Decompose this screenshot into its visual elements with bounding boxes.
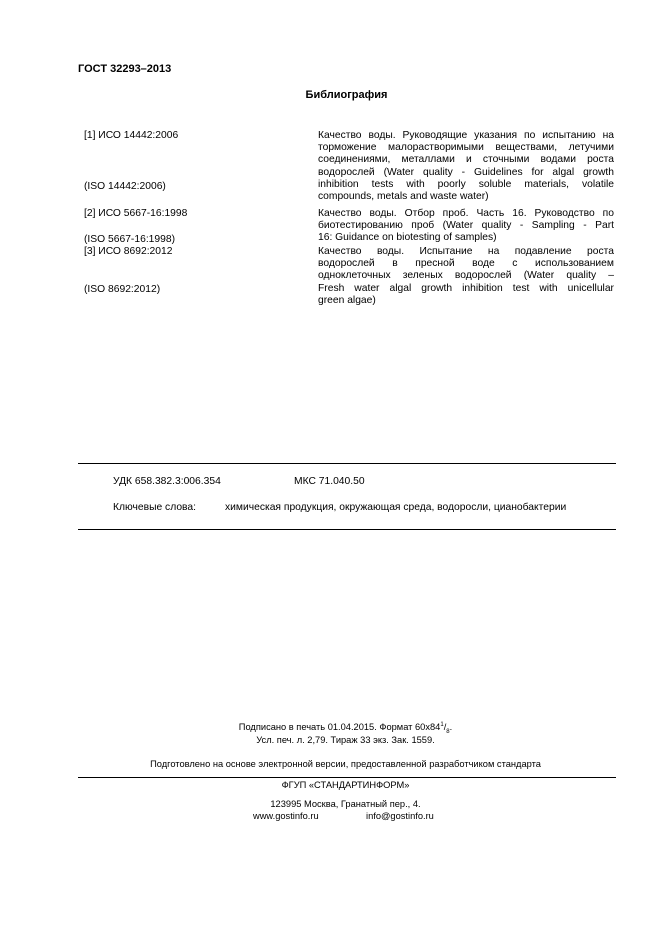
top-divider <box>78 463 616 464</box>
bib-line: Качество воды. Руководящие указания по испытанию на <box>318 130 614 141</box>
email-link[interactable]: info@gostinfo.ru <box>366 811 434 821</box>
udk-code: УДК 658.382.3:006.354 <box>113 476 221 487</box>
bib-line: inhibition tests with poorly soluble materials, volatile <box>318 178 614 190</box>
bottom-divider <box>78 529 616 530</box>
bib-alt-ref-3: (ISO 8692:2012) <box>84 284 161 295</box>
bib-line: green algae) <box>318 294 376 306</box>
bib-line: торможение малорастворимыми веществами, летучими <box>318 142 614 154</box>
bib-line: одноклеточных зеленых водорослей (Water quality – <box>318 270 614 282</box>
mks-code: МКС 71.040.50 <box>294 476 365 487</box>
publisher-address: 123995 Москва, Гранатный пер., 4. <box>270 799 421 809</box>
bib-line: водорослей в пресной воде с использованием <box>318 258 614 270</box>
bib-line: биотестированию проб (Water quality - Sampling - Part <box>318 220 614 232</box>
bib-line: 16: Guidance on biotesting of samples) <box>318 232 497 244</box>
standard-code: ГОСТ 32293–2013 <box>78 63 172 75</box>
bib-line: Качество воды. Отбор проб. Часть 16. Руководство по <box>318 208 614 219</box>
signed-line: Подписано в печать 01.04.2015. Формат $60х84^1/_8$. <box>238 722 453 735</box>
bib-text-2 <box>318 208 614 245</box>
bib-text-3 <box>318 246 614 307</box>
bib-ref-3: [3] ИСО 8692:2012 <box>84 246 173 257</box>
bib-text-1 <box>318 130 614 203</box>
signed-text: Подписано в печать 01.04.2015. Формат 60х84 <box>238 722 441 733</box>
format-sub: 8 <box>446 728 450 735</box>
website-link[interactable]: www.gostinfo.ru <box>253 811 319 821</box>
bib-line: соединениями, металлами и сточными водами роста <box>318 154 614 166</box>
prepared-note: Подготовлено на основе электронной версии, предоставленной разработчиком стандарта <box>150 759 541 769</box>
format-suffix: . <box>449 722 453 733</box>
keywords-text: химическая продукция, окружающая среда, водоросли, цианобактерии <box>225 502 567 513</box>
bib-line: Качество воды. Испытание на подавление роста <box>318 246 614 257</box>
bib-ref-1: [1] ИСО 14442:2006 <box>84 130 179 141</box>
bib-alt-ref-1: (ISO 14442:2006) <box>84 181 166 192</box>
keywords-label: Ключевые слова: <box>113 502 196 513</box>
format-sup: 1 <box>440 722 444 728</box>
bib-alt-ref-2: (ISO 5667-16:1998) <box>84 234 176 245</box>
print-line: Усл. печ. л. 2,79. Тираж 33 экз. Зак. 1559. <box>256 735 435 745</box>
bib-line: compounds, metals and waste water) <box>318 191 489 203</box>
bib-line: Fresh water algal growth inhibition test with unicellular <box>318 282 614 294</box>
page-title: Библиография <box>305 89 388 101</box>
bib-line: водорослей (Water quality - Guidelines for algal growth <box>318 166 614 178</box>
imprint-divider <box>78 777 616 778</box>
publisher-name: ФГУП «СТАНДАРТИНФОРМ» <box>281 780 410 790</box>
bib-ref-2: [2] ИСО 5667-16:1998 <box>84 208 188 219</box>
